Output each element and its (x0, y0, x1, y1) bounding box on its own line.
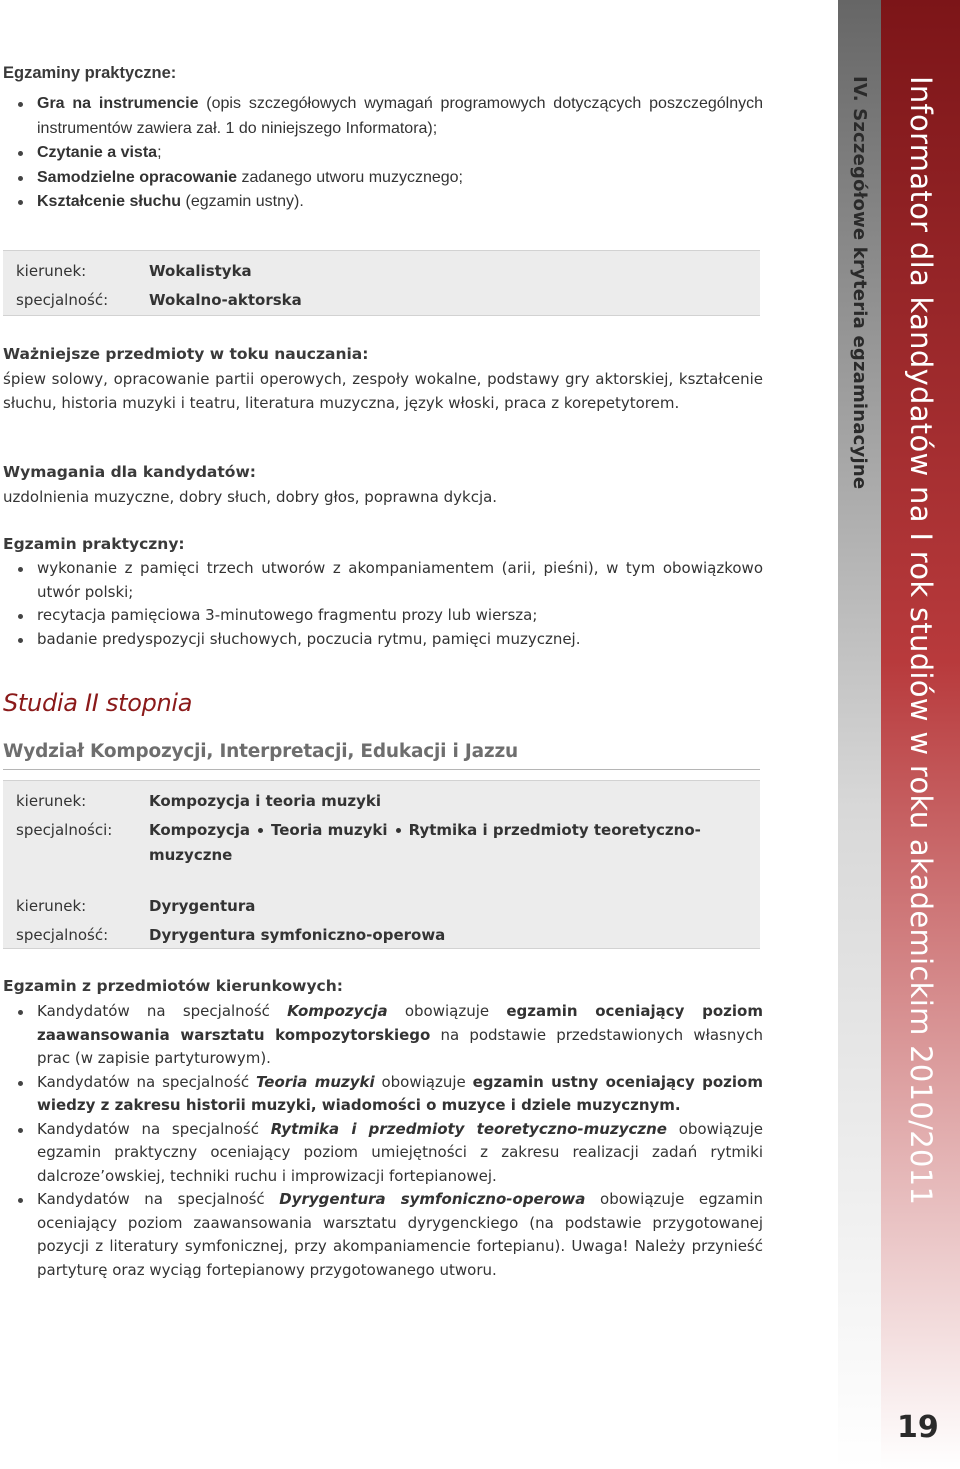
info-box-wokalistyka (3, 250, 760, 316)
informator-vertical-title: Informator dla kandydatów na I rok studiów w roku akademickim 2010/2011 (904, 76, 938, 1206)
subjects-heading: Ważniejsze przedmioty w toku nauczania: (3, 345, 369, 363)
list-item: badanie predyspozycji słuchowych, poczucia rytmu, pamięci muzycznej. (18, 628, 763, 652)
section-vertical-label: IV. Szczegółowe kryteria egzaminacyjne (849, 76, 870, 490)
kierunek-label: kierunek: (16, 897, 87, 915)
specjalnosci-values: Kompozycja Teoria muzyki Rytmika i przedmioty teoretyczno- (149, 821, 701, 839)
list-item: Samodzielne opracowanie zadanego utworu muzycznego; (18, 166, 763, 191)
directional-exam-list (18, 1000, 763, 1282)
list-item: Kandydatów na specjalność Rytmika i przedmioty teoretyczno-muzyczne obowiązuje egzamin praktyczny oceniający poziom umiejętności z zakresu realizacji zadań rytmiki dalcroze’owskiej, techniki ruchu i improwizacji fortepianowej. (18, 1118, 763, 1189)
specjalnosci-values-cont: muzyczne (149, 846, 233, 864)
faculty-title: Wydział Kompozycji, Interpretacji, Edukacji i Jazzu (3, 741, 519, 762)
list-item: recytacja pamięciowa 3-minutowego fragmentu prozy lub wiersza; (18, 604, 763, 628)
kierunek-label: kierunek: (16, 262, 87, 280)
list-item: Czytanie a vista; (18, 141, 763, 166)
exams-list (18, 92, 763, 215)
kierunek-value: Dyrygentura (149, 897, 256, 915)
list-item: Kandydatów na specjalność Kompozycja obowiązuje egzamin oceniający poziom zaawansowania warsztatu kompozytorskiego na podstawie przedstawionych własnych prac (w zapisie partyturowym). (18, 1000, 763, 1071)
list-item: Kształcenie słuchu (egzamin ustny). (18, 190, 763, 215)
directional-exam-heading: Egzamin z przedmiotów kierunkowych: (3, 977, 343, 995)
subjects-text: śpiew solowy, opracowanie partii operowych, zespoły wokalne, podstawy gry aktorskiej, kształcenie słuchu, historia muzyki i teatru, literatura muzyczna, język włoski, praca z korepetytorem. (3, 370, 763, 412)
page-number: 19 (897, 1410, 939, 1445)
bullet-icon (258, 828, 263, 833)
exams-heading: Egzaminy praktyczne: (3, 64, 177, 82)
divider (3, 769, 760, 770)
kierunek-label: kierunek: (16, 792, 87, 810)
requirements-heading: Wymagania dla kandydatów: (3, 463, 256, 481)
practical-exam-list (18, 557, 763, 651)
section-title-studia: Studia II stopnia (3, 689, 193, 717)
list-item: wykonanie z pamięci trzech utworów z akompaniamentem (arii, pieśni), w tym obowiązkowo utwór polski; (18, 557, 763, 604)
kierunek-value: Wokalistyka (149, 262, 252, 280)
specjalnosc-label: specjalność: (16, 926, 109, 944)
list-item: Kandydatów na specjalność Dyrygentura symfoniczno-operowa obowiązuje egzamin oceniający poziom zaawansowania warsztatu dyrygenckiego (na podstawie przygotowanej pozycji z literatury symfonicznej, przy akompaniamencie fortepianu). Uwaga! Należy przynieść partyturę oraz wyciąg fortepianowy przygotowanego utworu. (18, 1188, 763, 1282)
info-box-kompozycja (3, 780, 760, 949)
list-item: Gra na instrumencie (opis szczegółowych wymagań programowych dotyczących poszczególnych instrumentów zawiera zał. 1 do niniejszego Informatora); (18, 92, 763, 141)
specjalnosc-value: Dyrygentura symfoniczno-operowa (149, 926, 446, 944)
bullet-icon (396, 828, 401, 833)
specjalnosc-value: Wokalno-aktorska (149, 291, 302, 309)
practical-exam-heading: Egzamin praktyczny: (3, 535, 185, 553)
list-item: Kandydatów na specjalność Teoria muzyki obowiązuje egzamin ustny oceniający poziom wiedzy z zakresu historii muzyki, wiadomości o muzyce i dziele muzycznym. (18, 1071, 763, 1118)
kierunek-value: Kompozycja i teoria muzyki (149, 792, 382, 810)
specjalnosc-label: specjalność: (16, 291, 109, 309)
requirements-text: uzdolnienia muzyczne, dobry słuch, dobry głos, poprawna dykcja. (3, 488, 498, 506)
specjalnosci-label: specjalności: (16, 821, 113, 839)
